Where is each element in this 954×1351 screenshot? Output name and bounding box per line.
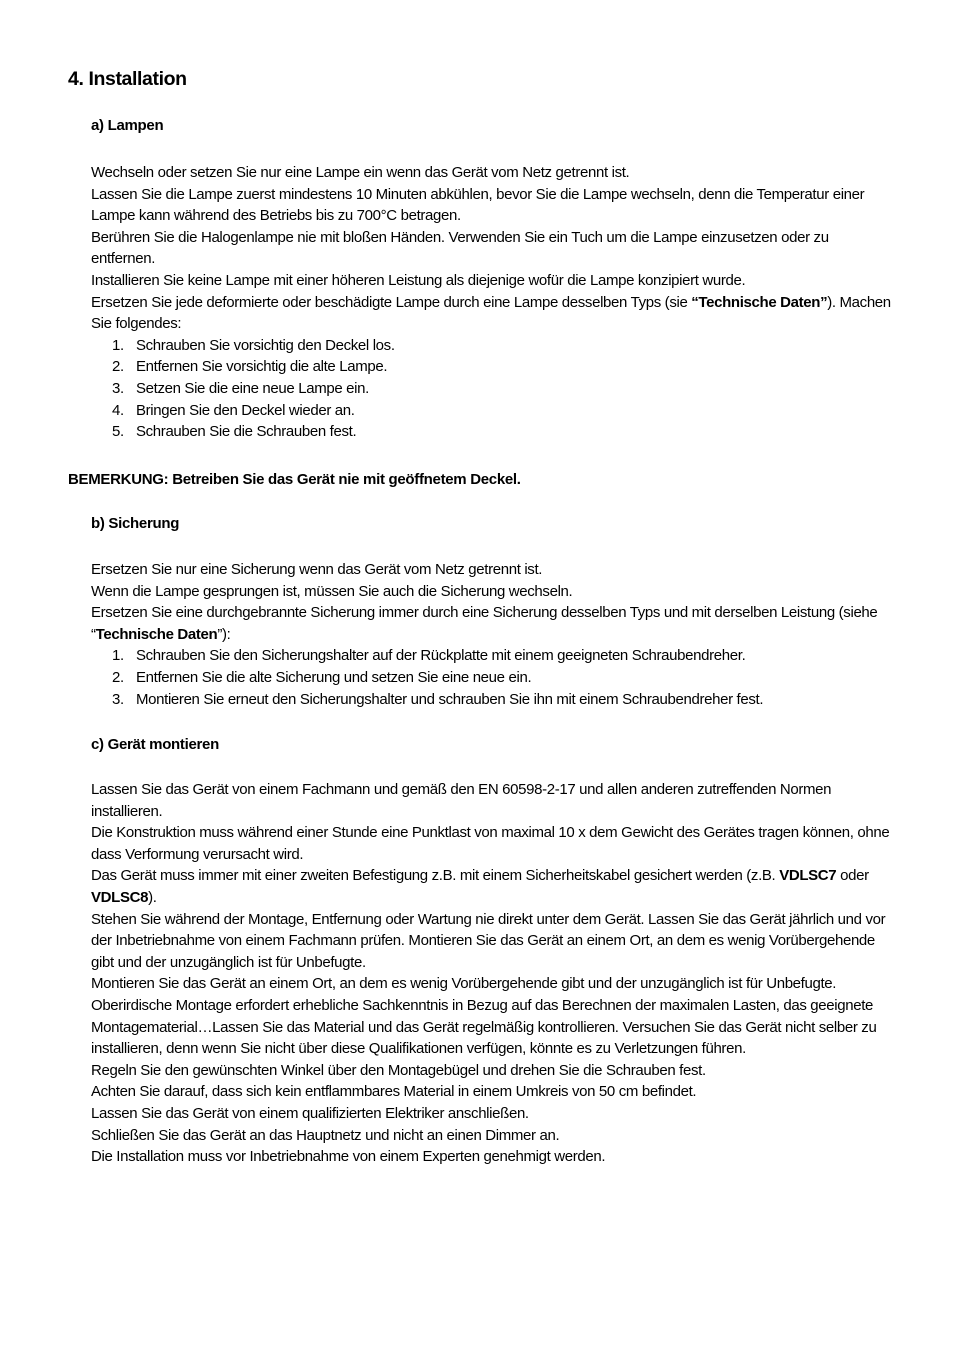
list-item [91, 378, 891, 400]
reference-technische-daten: “Technische Daten” [691, 293, 828, 311]
heading-lampen: a) Lampen [91, 117, 164, 134]
paragraph: Achten Sie darauf, dass sich kein entflammbares Material in einem Umkreis von 50 cm befindet. [91, 1083, 697, 1101]
text: ). [148, 888, 157, 906]
paragraph: Ersetzen Sie nur eine Sicherung wenn das Gerät vom Netz getrennt ist. [91, 561, 543, 578]
lampen-steps-list [91, 335, 891, 443]
list-number: 2. [112, 358, 124, 376]
list-number: 2. [112, 668, 124, 686]
heading-geraet-montieren: c) Gerät montieren [91, 736, 219, 753]
paragraph: Lassen Sie die Lampe zuerst mindestens 10 Minuten abkühlen, bevor Sie die Lampe wechseln, denn die Temperatur einer Lampe kann während des Betriebs bis zu 700°C betragen. [91, 185, 865, 225]
list-item [91, 645, 891, 667]
list-item [91, 335, 891, 357]
list-number: 4. [112, 401, 124, 419]
sicherung-body [91, 559, 891, 710]
paragraph: Lassen Sie das Gerät von einem qualifizierten Elektriker anschließen. [91, 1104, 529, 1122]
paragraph: Regeln Sie den gewünschten Winkel über den Montagebügel und drehen Sie die Schrauben fest. [91, 1061, 706, 1079]
sicherung-steps-list [91, 645, 891, 710]
reference-technische-daten: Technische Daten [95, 625, 218, 643]
list-number: 3. [112, 379, 124, 397]
text: ). Machen Sie folgendes: [91, 293, 891, 333]
list-text: Entfernen Sie die alte Sicherung und setzen Sie eine neue ein. [136, 668, 532, 686]
montieren-body [91, 779, 891, 1168]
list-text: Schrauben Sie den Sicherungshalter auf der Rückplatte mit einem geeigneten Schraubendreher. [136, 647, 746, 665]
paragraph [91, 865, 891, 908]
paragraph: Lassen Sie das Gerät von einem Fachmann und gemäß den EN 60598-2-17 und allen anderen zutreffenden Normen installieren. [91, 781, 832, 820]
heading-sicherung: b) Sicherung [91, 515, 180, 532]
paragraph: Die Konstruktion muss während einer Stunde eine Punktlast von maximal 10 x dem Gewicht des Gerätes tragen können, ohne dass Verformung verursacht wird. [91, 824, 890, 863]
paragraph: Die Installation muss vor Inbetriebnahme von einem Experten genehmigt werden. [91, 1148, 606, 1166]
list-number: 5. [112, 423, 124, 441]
list-item [91, 400, 891, 422]
list-number: 3. [112, 690, 124, 708]
list-item [91, 689, 891, 711]
paragraph: Wenn die Lampe gesprungen ist, müssen Sie auch die Sicherung wechseln. [91, 582, 573, 600]
text: oder [836, 867, 869, 885]
paragraph: Berühren Sie die Halogenlampe nie mit bloßen Händen. Verwenden Sie ein Tuch um die Lampe einzusetzen oder zu entfernen. [91, 228, 829, 268]
bemerkung-note: BEMERKUNG: Betreiben Sie das Gerät nie mit geöffnetem Deckel. [68, 471, 521, 488]
paragraph: Stehen Sie während der Montage, Entfernung oder Wartung nie direkt unter dem Gerät. Lassen Sie das Gerät jährlich und vor der Inbetriebnahme von einem Fachmann prüfen. Montieren Sie das Gerät an einem Ort, an dem es wenig Vorübergehende gibt und der unzugänglich ist für Unbefugte. [91, 910, 886, 971]
list-item [91, 421, 891, 443]
paragraph [91, 602, 891, 645]
list-number: 1. [112, 336, 124, 354]
paragraph: Montieren Sie das Gerät an einem Ort, an dem es wenig Vorübergehende gibt und der unzugänglich ist für Unbefugte. [91, 975, 837, 993]
paragraph: Installieren Sie keine Lampe mit einer höheren Leistung als diejenige wofür die Lampe konzipiert wurde. [91, 271, 746, 289]
paragraph: Wechseln oder setzen Sie nur eine Lampe ein wenn das Gerät vom Netz getrennt ist. [91, 164, 630, 181]
paragraph: Oberirdische Montage erfordert erhebliche Sachkenntnis in Bezug auf das Berechnen der maximalen Lasten, das geeignete Montagematerial…Lassen Sie das Material und das Gerät regelmäßig kontrollieren. Versuchen Sie das Gerät nicht selber zu installieren, denn wenn Sie nicht über diese Qualifikationen verfügen, könnte es zu Verletzungen führen. [91, 996, 877, 1058]
text: Ersetzen Sie eine durchgebrannte Sicherung immer durch eine Sicherung desselben Typs und mit derselben Leistung (siehe “ [91, 604, 878, 643]
list-text: Bringen Sie den Deckel wieder an. [136, 401, 355, 419]
list-number: 1. [112, 647, 124, 665]
paragraph: Schließen Sie das Gerät an das Hauptnetz und nicht an einen Dimmer an. [91, 1126, 560, 1144]
lampen-body [91, 162, 891, 443]
list-text: Entfernen Sie vorsichtig die alte Lampe. [136, 358, 388, 376]
list-item [91, 667, 891, 689]
list-text: Setzen Sie die eine neue Lampe ein. [136, 379, 369, 397]
text: Ersetzen Sie jede deformierte oder beschädigte Lampe durch eine Lampe desselben Typs (sie [91, 293, 692, 311]
product-code: VDLSC7 [779, 867, 837, 885]
list-text: Schrauben Sie vorsichtig den Deckel los. [136, 336, 395, 354]
paragraph [91, 292, 891, 335]
text: Das Gerät muss immer mit einer zweiten Befestigung z.B. mit einem Sicherheitskabel gesichert werden (z.B. [91, 867, 780, 885]
list-text: Schrauben Sie die Schrauben fest. [136, 423, 357, 441]
section-title: 4. Installation [68, 68, 187, 90]
product-code: VDLSC8 [91, 888, 149, 906]
list-text: Montieren Sie erneut den Sicherungshalter und schrauben Sie ihn mit einem Schraubendreher fest. [136, 690, 764, 708]
list-item [91, 356, 891, 378]
text: ”): [217, 625, 231, 643]
